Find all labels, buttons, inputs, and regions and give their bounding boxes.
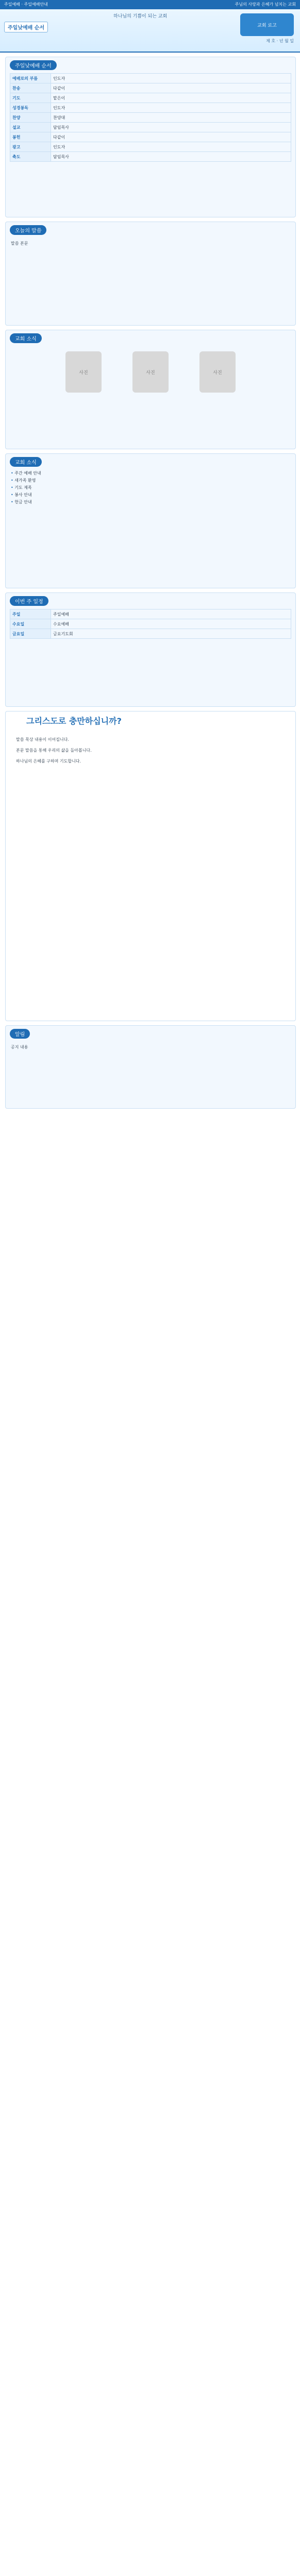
worship-section-title: 주일낮예배 순서 xyxy=(10,60,57,70)
schedule-table xyxy=(10,609,291,639)
row-value: 찬양대 xyxy=(51,113,291,123)
final-title: 알림 xyxy=(10,1029,30,1039)
photo-3: 사진 xyxy=(199,351,236,393)
photo-2: 사진 xyxy=(132,351,169,393)
photo-1: 사진 xyxy=(65,351,102,393)
row-label: 찬송 xyxy=(10,83,51,93)
table-row xyxy=(10,142,291,152)
table-row xyxy=(10,103,291,113)
row-value: 다같이 xyxy=(51,132,291,142)
row-value: 금요기도회 xyxy=(51,629,291,639)
news-title: 교회 소식 xyxy=(10,457,42,467)
news-section xyxy=(5,453,296,588)
article-paragraph: 말씀 묵상 내용이 이어집니다. xyxy=(16,737,69,742)
schedule-section xyxy=(5,592,296,707)
schedule-title: 이번 주 일정 xyxy=(10,596,48,606)
final-section xyxy=(5,1025,296,1109)
row-value: 인도자 xyxy=(51,74,291,83)
row-value: 맡은이 xyxy=(51,93,291,103)
tagline: 하나님의 기쁨이 되는 교회 xyxy=(113,14,168,19)
row-value: 다같이 xyxy=(51,83,291,93)
table-row xyxy=(10,93,291,103)
table-row xyxy=(10,113,291,123)
masthead xyxy=(0,9,300,53)
fellowship-section xyxy=(5,330,296,449)
worship-title: 주일낮예배 순서 xyxy=(4,22,48,32)
issue-info: 제 호 · 년 월 일 xyxy=(266,39,294,43)
row-label: 주일 xyxy=(10,609,51,619)
top-left-text: 주일예배 · 주일예배안내 xyxy=(4,2,48,7)
row-label: 봉헌 xyxy=(10,132,51,142)
news-item: • 헌금 안내 xyxy=(11,499,290,506)
row-value: 담임목사 xyxy=(51,152,291,162)
row-label: 금요일 xyxy=(10,629,51,639)
worship-section xyxy=(5,57,296,217)
sermon-section xyxy=(5,222,296,326)
article-paragraph: 하나님의 은혜를 구하며 기도합니다. xyxy=(16,759,81,764)
row-value: 담임목사 xyxy=(51,123,291,132)
table-row xyxy=(10,609,291,619)
row-label: 예배로의 부름 xyxy=(10,74,51,83)
row-value: 수요예배 xyxy=(51,619,291,629)
table-row xyxy=(10,152,291,162)
table-row xyxy=(10,83,291,93)
news-item: • 주간 예배 안내 xyxy=(11,470,290,477)
news-list xyxy=(11,470,290,506)
news-item: • 기도 제목 xyxy=(11,484,290,492)
top-right-text: 주님의 사랑과 은혜가 넘치는 교회 xyxy=(235,2,296,7)
church-logo: 교회 로고 xyxy=(240,13,294,36)
table-row xyxy=(10,74,291,83)
news-item: • 새가족 환영 xyxy=(11,477,290,484)
row-label: 성경봉독 xyxy=(10,103,51,113)
top-bar xyxy=(0,0,300,9)
worship-table xyxy=(10,73,291,162)
news-item: • 봉사 안내 xyxy=(11,492,290,499)
row-value: 주일예배 xyxy=(51,609,291,619)
row-value: 인도자 xyxy=(51,103,291,113)
sermon-text: 말씀 본문 xyxy=(11,241,28,246)
table-row xyxy=(10,123,291,132)
row-label: 광고 xyxy=(10,142,51,152)
table-row xyxy=(10,629,291,639)
table-row xyxy=(10,619,291,629)
article-title: 그리스도로 충만하십니까? xyxy=(26,716,122,726)
row-label: 축도 xyxy=(10,152,51,162)
article-paragraph: 본문 말씀을 통해 우리의 삶을 돌아봅니다. xyxy=(16,748,92,753)
table-row xyxy=(10,132,291,142)
row-label: 찬양 xyxy=(10,113,51,123)
fellowship-title: 교회 소식 xyxy=(10,333,42,343)
row-value: 인도자 xyxy=(51,142,291,152)
article-section xyxy=(5,711,296,1021)
row-label: 설교 xyxy=(10,123,51,132)
row-label: 기도 xyxy=(10,93,51,103)
row-label: 수요일 xyxy=(10,619,51,629)
sermon-title: 오늘의 말씀 xyxy=(10,225,46,235)
final-text: 공지 내용 xyxy=(11,1045,28,1049)
